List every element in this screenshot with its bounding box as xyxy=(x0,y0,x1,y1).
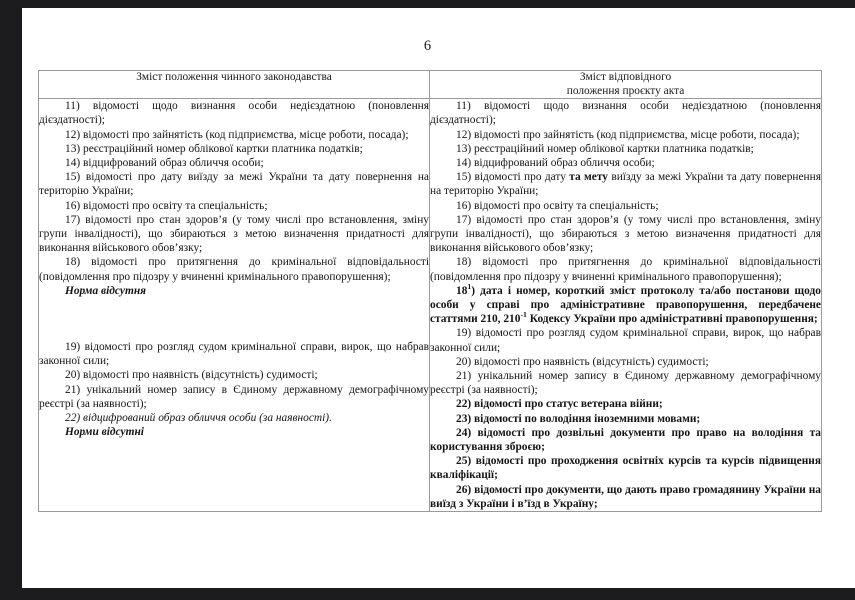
list-item: 17) відомості про стан здоров’я (у тому числі про встановлення, зміну групи інвалідності), що збираються з метою визначення придатності для виконання військового обов’язку; xyxy=(430,213,821,255)
list-item-italic: 22) відцифрований образ обличчя особи (за наявності). xyxy=(65,412,332,425)
list-item-new: 22) відомості про статус ветерана війни; xyxy=(456,398,663,411)
item-18-1-text-part2: Кодексу України про адміністративні правопорушення; xyxy=(526,313,818,326)
column-header-draft-act xyxy=(430,71,822,99)
list-item-15 xyxy=(430,170,821,198)
norm-absent-note: Норма відсутня xyxy=(65,284,147,297)
item-18-1-superscript: 1 xyxy=(467,282,472,292)
item-18-1-text-part1: ) дата і номер, короткий зміст протоколу та/або постанови щодо особи у справі про адміністративне правопорушення, передбачене статтями 210, 210 xyxy=(430,284,821,326)
page-number: 6 xyxy=(423,38,432,54)
list-item-18-1 xyxy=(430,284,821,327)
item-18-1-number: 18 xyxy=(456,284,468,297)
list-item: 20) відомості про наявність (відсутність) судимості; xyxy=(65,369,318,382)
list-item: 13) реєстраційний номер облікової картки платника податків; xyxy=(456,142,754,155)
column-header-current-legislation: Зміст положення чинного законодавства xyxy=(39,71,430,99)
list-item: 20) відомості про наявність (відсутність) судимості; xyxy=(456,355,709,368)
list-item-new: 25) відомості про проходження освітніх курсів та курсів підвищення кваліфікації; xyxy=(430,455,821,482)
list-item: 21) унікальний номер запису в Єдиному державному демографічному реєстрі (за наявності); xyxy=(430,370,821,397)
list-item: 11) відомості щодо визнання особи недієздатною (поновлення дієздатності); xyxy=(430,100,821,127)
list-item: 21) унікальний номер запису в Єдиному державному демографічному реєстрі (за наявності); xyxy=(39,383,429,410)
document-page xyxy=(22,8,855,588)
list-item-new: 24) відомості про дозвільні документи про право на володіння та користування зброєю; xyxy=(430,426,821,454)
item-15-emphasis: та мету xyxy=(569,171,608,184)
column-header-draft-act-line2: положення проєкту акта xyxy=(566,84,685,97)
list-item-new: 23) відомості по володіння іноземними мовами; xyxy=(456,412,701,425)
item-15-prefix: 15) відомості про дату xyxy=(456,171,570,184)
list-item: 18) відомості про притягнення до кримінальної відповідальності (повідомлення про підозру у вчиненні кримінального правопорушення); xyxy=(39,256,429,283)
norms-absent-note: Норми відсутні xyxy=(65,426,144,439)
column-header-draft-act-line1: Зміст відповідного xyxy=(579,71,672,83)
list-item: 17) відомості про стан здоров’я (у тому числі про встановлення, зміну групи інвалідності), що збираються з метою визначення придатності для виконання військового обов’язку; xyxy=(39,213,429,255)
list-item-new: 26) відомості про документи, що дають право громадянину України на виїзд з України і в’їзд в Україну; xyxy=(430,483,821,510)
cell-draft-act xyxy=(430,99,822,512)
list-item: 15) відомості про дату виїзду за межі України та дату повернення на територію України; xyxy=(39,171,429,198)
list-item: 13) реєстраційний номер облікової картки платника податків; xyxy=(65,142,363,155)
item-15-suffix: виїзду за межі України та дату повернення на територію України; xyxy=(430,171,821,198)
list-item: 16) відомості про освіту та спеціальність; xyxy=(65,199,268,212)
item-18-1-superscript-2: -1 xyxy=(520,310,527,320)
list-item: 18) відомості про притягнення до кримінальної відповідальності (повідомлення про підозру у вчиненні кримінального правопорушення); xyxy=(430,256,821,283)
comparison-table xyxy=(38,70,822,512)
list-item: 12) відомості про зайнятість (код підприємства, місце роботи, посада); xyxy=(65,128,409,141)
list-item: 19) відомості про розгляд судом кримінальної справи, вирок, що набрав законної сили; xyxy=(39,341,429,368)
cell-current-legislation xyxy=(39,99,430,512)
list-item: 19) відомості про розгляд судом кримінальної справи, вирок, що набрав законної сили; xyxy=(430,327,821,354)
list-item: 12) відомості про зайнятість (код підприємства, місце роботи, посада); xyxy=(456,128,800,141)
list-item: 11) відомості щодо визнання особи недієздатною (поновлення дієздатності); xyxy=(39,100,429,127)
alignment-spacer xyxy=(39,298,429,340)
list-item: 14) відцифрований образ обличчя особи; xyxy=(65,157,264,169)
list-item: 14) відцифрований образ обличчя особи; xyxy=(456,157,655,169)
table-header-row xyxy=(39,71,822,99)
list-item: 16) відомості про освіту та спеціальність; xyxy=(456,199,659,212)
table-body-row xyxy=(39,99,822,512)
